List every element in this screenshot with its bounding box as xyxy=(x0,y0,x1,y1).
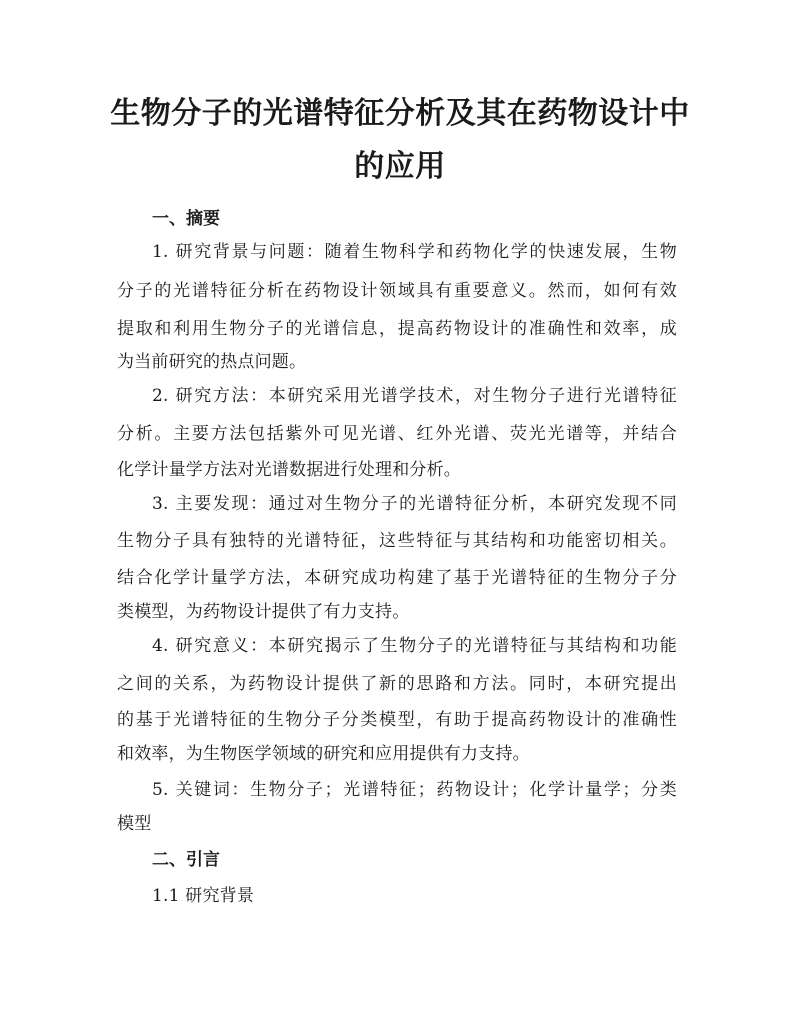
paragraph-line: 和效率，为生物医学领域的研究和应用提供有力支持。 xyxy=(117,744,530,764)
paragraph-line: 类模型，为药物设计提供了有力支持。 xyxy=(117,602,410,622)
subsection-heading: 1.1 研究背景 xyxy=(152,886,255,906)
paragraph-line: 之间的关系，为药物设计提供了新的思路和方法。同时，本研究提出 xyxy=(117,674,677,694)
paragraph-line: 提取和利用生物分子的光谱信息，提高药物设计的准确性和效率，成 xyxy=(117,319,677,339)
paragraph-line: 4. 研究意义：本研究揭示了生物分子的光谱特征与其结构和功能 xyxy=(152,636,677,656)
section-heading-abstract: 一、摘要 xyxy=(152,209,220,229)
paragraph-line: 模型 xyxy=(117,814,152,834)
paragraph-line: 生物分子具有独特的光谱特征，这些特征与其结构和功能密切相关。 xyxy=(117,531,677,551)
paragraph-line: 结合化学计量学方法，本研究成功构建了基于光谱特征的生物分子分 xyxy=(117,568,677,588)
paragraph-line: 分子的光谱特征分析在药物设计领域具有重要意义。然而，如何有效 xyxy=(117,281,677,301)
paragraph-line: 的基于光谱特征的生物分子分类模型，有助于提高药物设计的准确性 xyxy=(117,710,677,730)
paragraph-line: 3. 主要发现：通过对生物分子的光谱特征分析，本研究发现不同 xyxy=(152,494,677,514)
paragraph-line: 为当前研究的热点问题。 xyxy=(117,352,307,372)
document-title-line-1: 生物分子的光谱特征分析及其在药物设计中 xyxy=(110,96,690,131)
document-title-line-2: 的应用 xyxy=(354,149,446,184)
section-heading-introduction: 二、引言 xyxy=(152,850,220,870)
paragraph-line: 化学计量学方法对光谱数据进行处理和分析。 xyxy=(117,460,461,480)
paragraph-line: 1. 研究背景与问题：随着生物科学和药物化学的快速发展，生物 xyxy=(152,242,677,262)
paragraph-line: 分析。主要方法包括紫外可见光谱、红外光谱、荧光光谱等，并结合 xyxy=(117,424,677,444)
paragraph-line: 5. 关键词：生物分子；光谱特征；药物设计；化学计量学；分类 xyxy=(152,780,677,800)
paragraph-line: 2. 研究方法：本研究采用光谱学技术，对生物分子进行光谱特征 xyxy=(152,386,677,406)
